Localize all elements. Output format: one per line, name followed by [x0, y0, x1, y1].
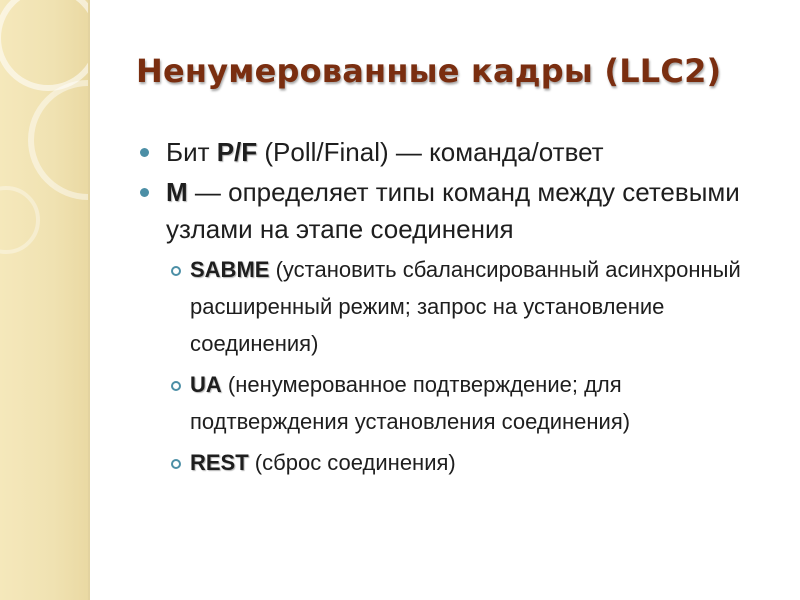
bullet-pf — [140, 134, 780, 171]
subbullet-sabme-term: SABME — [190, 257, 270, 282]
subbullet-ua — [140, 366, 780, 440]
sidebar-divider — [88, 0, 90, 600]
bullet-ring-icon — [171, 381, 181, 391]
bullet-ring-icon — [171, 459, 181, 469]
decorative-circles-icon — [0, 0, 88, 600]
subbullet-rest — [140, 444, 780, 481]
bullet-m — [140, 174, 780, 248]
bullet-dot-icon — [140, 148, 149, 157]
bullet-pf-prefix: Бит — [166, 137, 217, 167]
subbullet-sabme — [140, 251, 780, 362]
decorative-sidebar — [0, 0, 88, 600]
subbullet-ua-term: UA — [190, 372, 222, 397]
subbullet-rest-term: REST — [190, 450, 249, 475]
bullet-dot-icon — [140, 188, 149, 197]
subbullet-ua-text: (ненумерованное подтверждение; для подтверждения установления соединения) — [190, 372, 631, 434]
slide-title: Ненумерованные кадры (LLC2) — [136, 52, 722, 90]
bullet-pf-text: (Poll/Final) — команда/ответ — [257, 137, 604, 167]
bullet-m-term: M — [166, 177, 188, 207]
bullet-m-text: — определяет типы команд между сетевыми узлами на этапе соединения — [166, 177, 740, 244]
subbullet-rest-text: (сброс соединения) — [248, 450, 456, 475]
slide-body — [140, 134, 780, 485]
subbullet-sabme-text: (установить сбалансированный асинхронный расширенный режим; запрос на установление соединения) — [190, 257, 741, 356]
bullet-pf-term: P/F — [216, 137, 258, 167]
bullet-ring-icon — [171, 266, 181, 276]
